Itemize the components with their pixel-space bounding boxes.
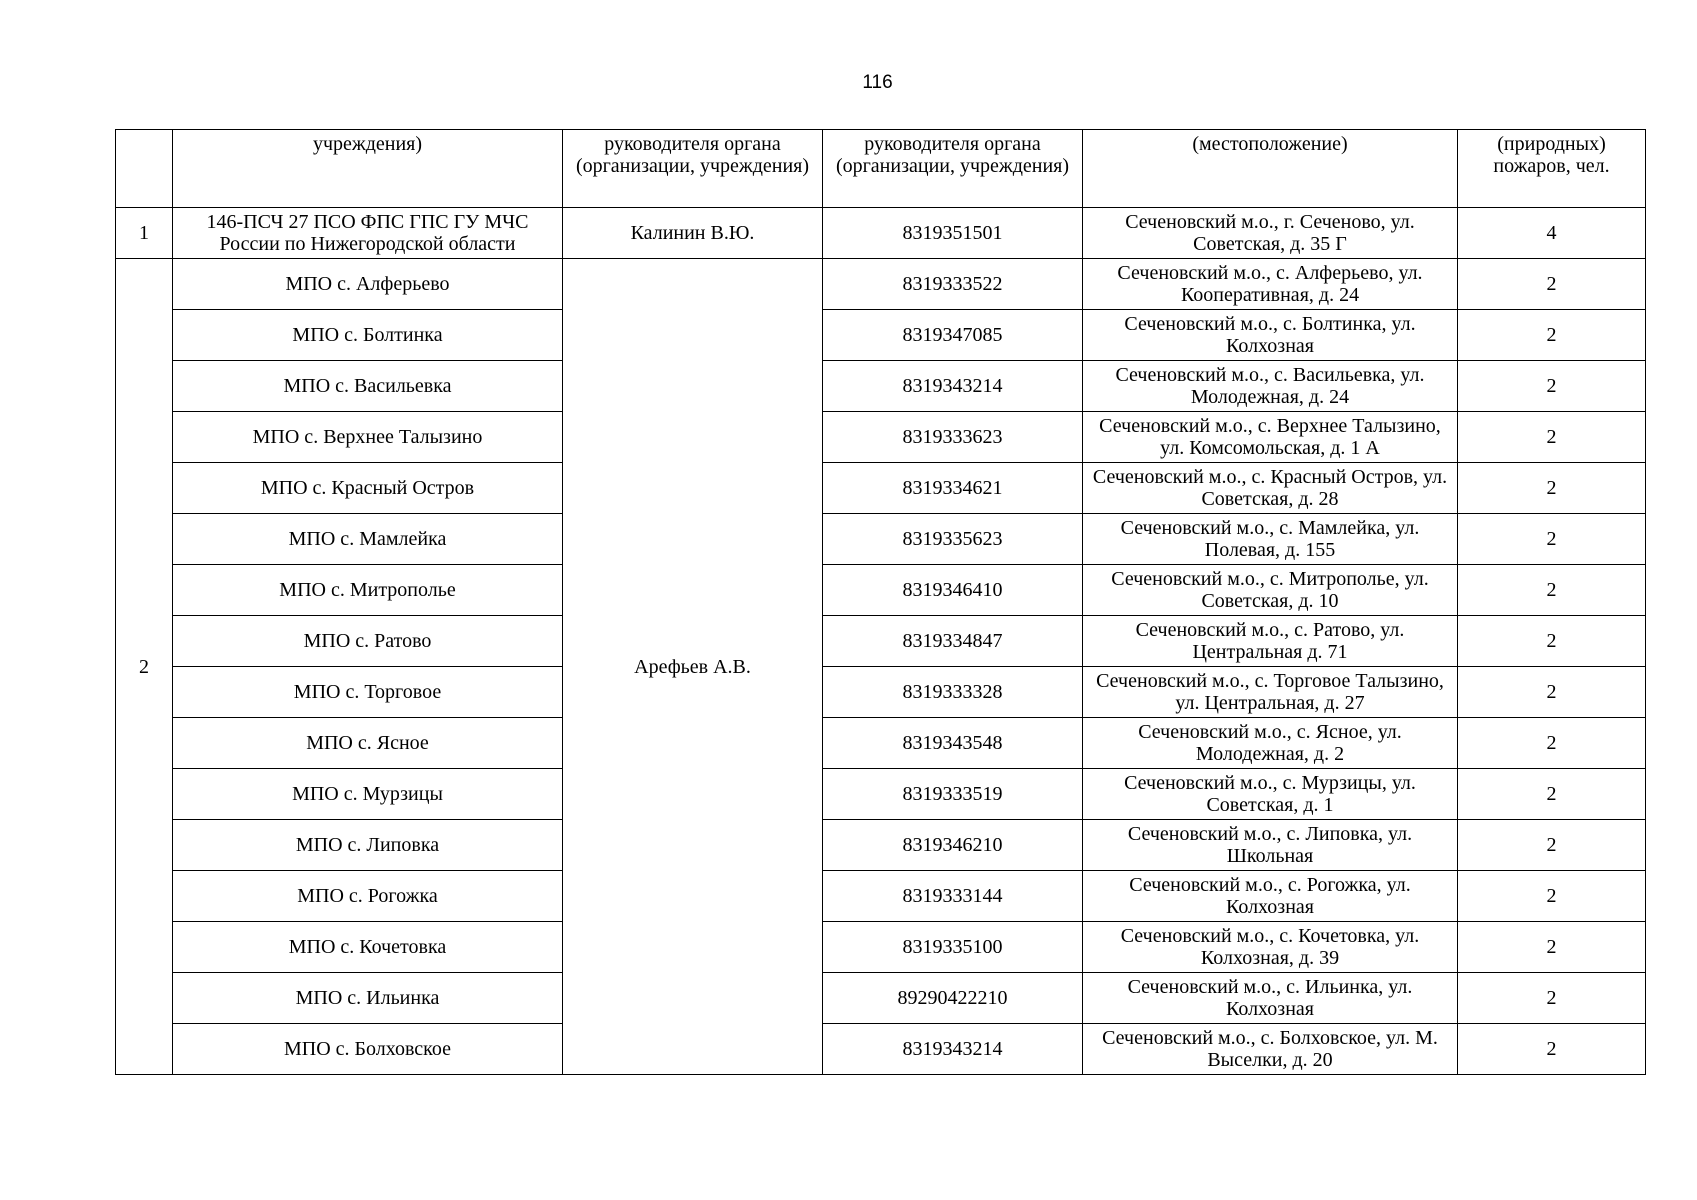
- table-header-row: [116, 130, 1646, 208]
- unit-phone: 8319347085: [823, 310, 1083, 361]
- unit-phone: 8319333623: [823, 412, 1083, 463]
- unit-name: МПО с. Торговое: [173, 667, 563, 718]
- unit-address: Сеченовский м.о., с. Рогожка, ул. Колхозная: [1083, 871, 1458, 922]
- unit-phone: 8319334621: [823, 463, 1083, 514]
- unit-address: Сеченовский м.о., с. Мамлейка, ул. Полевая, д. 155: [1083, 514, 1458, 565]
- table-row: [116, 565, 1646, 616]
- unit-name: МПО с. Ильинка: [173, 973, 563, 1024]
- table-row: [116, 463, 1646, 514]
- unit-phone: 8319333328: [823, 667, 1083, 718]
- unit-count: 2: [1458, 820, 1646, 871]
- table-row: [116, 412, 1646, 463]
- unit-count: 2: [1458, 616, 1646, 667]
- unit-name: МПО с. Верхнее Талызино: [173, 412, 563, 463]
- unit-count: 2: [1458, 463, 1646, 514]
- unit-name: МПО с. Болтинка: [173, 310, 563, 361]
- unit-name: МПО с. Митрополье: [173, 565, 563, 616]
- header-cell-address: (местоположение): [1083, 130, 1458, 208]
- unit-name: МПО с. Васильевка: [173, 361, 563, 412]
- unit-name: МПО с. Мамлейка: [173, 514, 563, 565]
- unit-name: МПО с. Алферьево: [173, 259, 563, 310]
- unit-count: 2: [1458, 310, 1646, 361]
- unit-count: 2: [1458, 259, 1646, 310]
- row-number: 1: [116, 208, 173, 259]
- table-row: [116, 310, 1646, 361]
- unit-name: МПО с. Ратово: [173, 616, 563, 667]
- table-row: [116, 208, 1646, 259]
- table-row: [116, 667, 1646, 718]
- header-cell-name: учреждения): [173, 130, 563, 208]
- unit-phone: 89290422210: [823, 973, 1083, 1024]
- unit-count: 2: [1458, 922, 1646, 973]
- unit-phone: 8319335623: [823, 514, 1083, 565]
- table-row: [116, 973, 1646, 1024]
- unit-name: МПО с. Ясное: [173, 718, 563, 769]
- unit-phone: 8319333522: [823, 259, 1083, 310]
- table-row: [116, 616, 1646, 667]
- unit-name: МПО с. Кочетовка: [173, 922, 563, 973]
- unit-address: Сеченовский м.о., г. Сеченово, ул. Советская, д. 35 Г: [1083, 208, 1458, 259]
- unit-count: 2: [1458, 565, 1646, 616]
- unit-address: Сеченовский м.о., с. Ильинка, ул. Колхозная: [1083, 973, 1458, 1024]
- unit-address: Сеченовский м.о., с. Болховское, ул. М. Выселки, д. 20: [1083, 1024, 1458, 1075]
- unit-address: Сеченовский м.о., с. Ясное, ул. Молодежная, д. 2: [1083, 718, 1458, 769]
- units-table: [115, 129, 1646, 1075]
- unit-address: Сеченовский м.о., с. Митрополье, ул. Советская, д. 10: [1083, 565, 1458, 616]
- unit-address: Сеченовский м.о., с. Красный Остров, ул. Советская, д. 28: [1083, 463, 1458, 514]
- unit-address: Сеченовский м.о., с. Алферьево, ул. Кооперативная, д. 24: [1083, 259, 1458, 310]
- unit-name: МПО с. Мурзицы: [173, 769, 563, 820]
- unit-address: Сеченовский м.о., с. Кочетовка, ул. Колхозная, д. 39: [1083, 922, 1458, 973]
- unit-phone: 8319343548: [823, 718, 1083, 769]
- unit-count: 2: [1458, 361, 1646, 412]
- unit-address: Сеченовский м.о., с. Ратово, ул. Центральная д. 71: [1083, 616, 1458, 667]
- header-cell-phone: руководителя органа (организации, учреждения): [823, 130, 1083, 208]
- group-number: 2: [116, 259, 173, 1075]
- unit-address: Сеченовский м.о., с. Болтинка, ул. Колхозная: [1083, 310, 1458, 361]
- unit-address: Сеченовский м.о., с. Липовка, ул. Школьная: [1083, 820, 1458, 871]
- unit-count: 2: [1458, 667, 1646, 718]
- unit-count: 2: [1458, 514, 1646, 565]
- table-row: [116, 820, 1646, 871]
- unit-address: Сеченовский м.о., с. Торговое Талызино, ул. Центральная, д. 27: [1083, 667, 1458, 718]
- unit-address: Сеченовский м.о., с. Мурзицы, ул. Советская, д. 1: [1083, 769, 1458, 820]
- unit-count: 2: [1458, 1024, 1646, 1075]
- unit-name: МПО с. Рогожка: [173, 871, 563, 922]
- unit-address: Сеченовский м.о., с. Васильевка, ул. Молодежная, д. 24: [1083, 361, 1458, 412]
- unit-phone: 8319335100: [823, 922, 1083, 973]
- unit-phone: 8319346210: [823, 820, 1083, 871]
- table-row: [116, 871, 1646, 922]
- unit-count: 2: [1458, 769, 1646, 820]
- unit-count: 4: [1458, 208, 1646, 259]
- unit-count: 2: [1458, 973, 1646, 1024]
- header-cell-head: руководителя органа (организации, учреждения): [563, 130, 823, 208]
- table-row: [116, 259, 1646, 310]
- unit-count: 2: [1458, 871, 1646, 922]
- unit-phone: 8319333144: [823, 871, 1083, 922]
- header-cell-num: [116, 130, 173, 208]
- unit-count: 2: [1458, 718, 1646, 769]
- unit-phone: 8319343214: [823, 1024, 1083, 1075]
- unit-count: 2: [1458, 412, 1646, 463]
- unit-name: МПО с. Болховское: [173, 1024, 563, 1075]
- table-row: [116, 922, 1646, 973]
- unit-name: МПО с. Липовка: [173, 820, 563, 871]
- table-row: [116, 1024, 1646, 1075]
- unit-phone: 8319346410: [823, 565, 1083, 616]
- unit-head: Калинин В.Ю.: [563, 208, 823, 259]
- unit-phone: 8319334847: [823, 616, 1083, 667]
- unit-phone: 8319333519: [823, 769, 1083, 820]
- table-row: [116, 718, 1646, 769]
- unit-phone: 8319351501: [823, 208, 1083, 259]
- unit-name: 146-ПСЧ 27 ПСО ФПС ГПС ГУ МЧС России по Нижегородской области: [173, 208, 563, 259]
- group-head: Арефьев А.В.: [563, 259, 823, 1075]
- table-row: [116, 361, 1646, 412]
- table-row: [116, 514, 1646, 565]
- header-cell-count: (природных) пожаров, чел.: [1458, 130, 1646, 208]
- unit-name: МПО с. Красный Остров: [173, 463, 563, 514]
- unit-phone: 8319343214: [823, 361, 1083, 412]
- page-number: 116: [862, 72, 893, 93]
- table-row: [116, 769, 1646, 820]
- unit-address: Сеченовский м.о., с. Верхнее Талызино, ул. Комсомольская, д. 1 А: [1083, 412, 1458, 463]
